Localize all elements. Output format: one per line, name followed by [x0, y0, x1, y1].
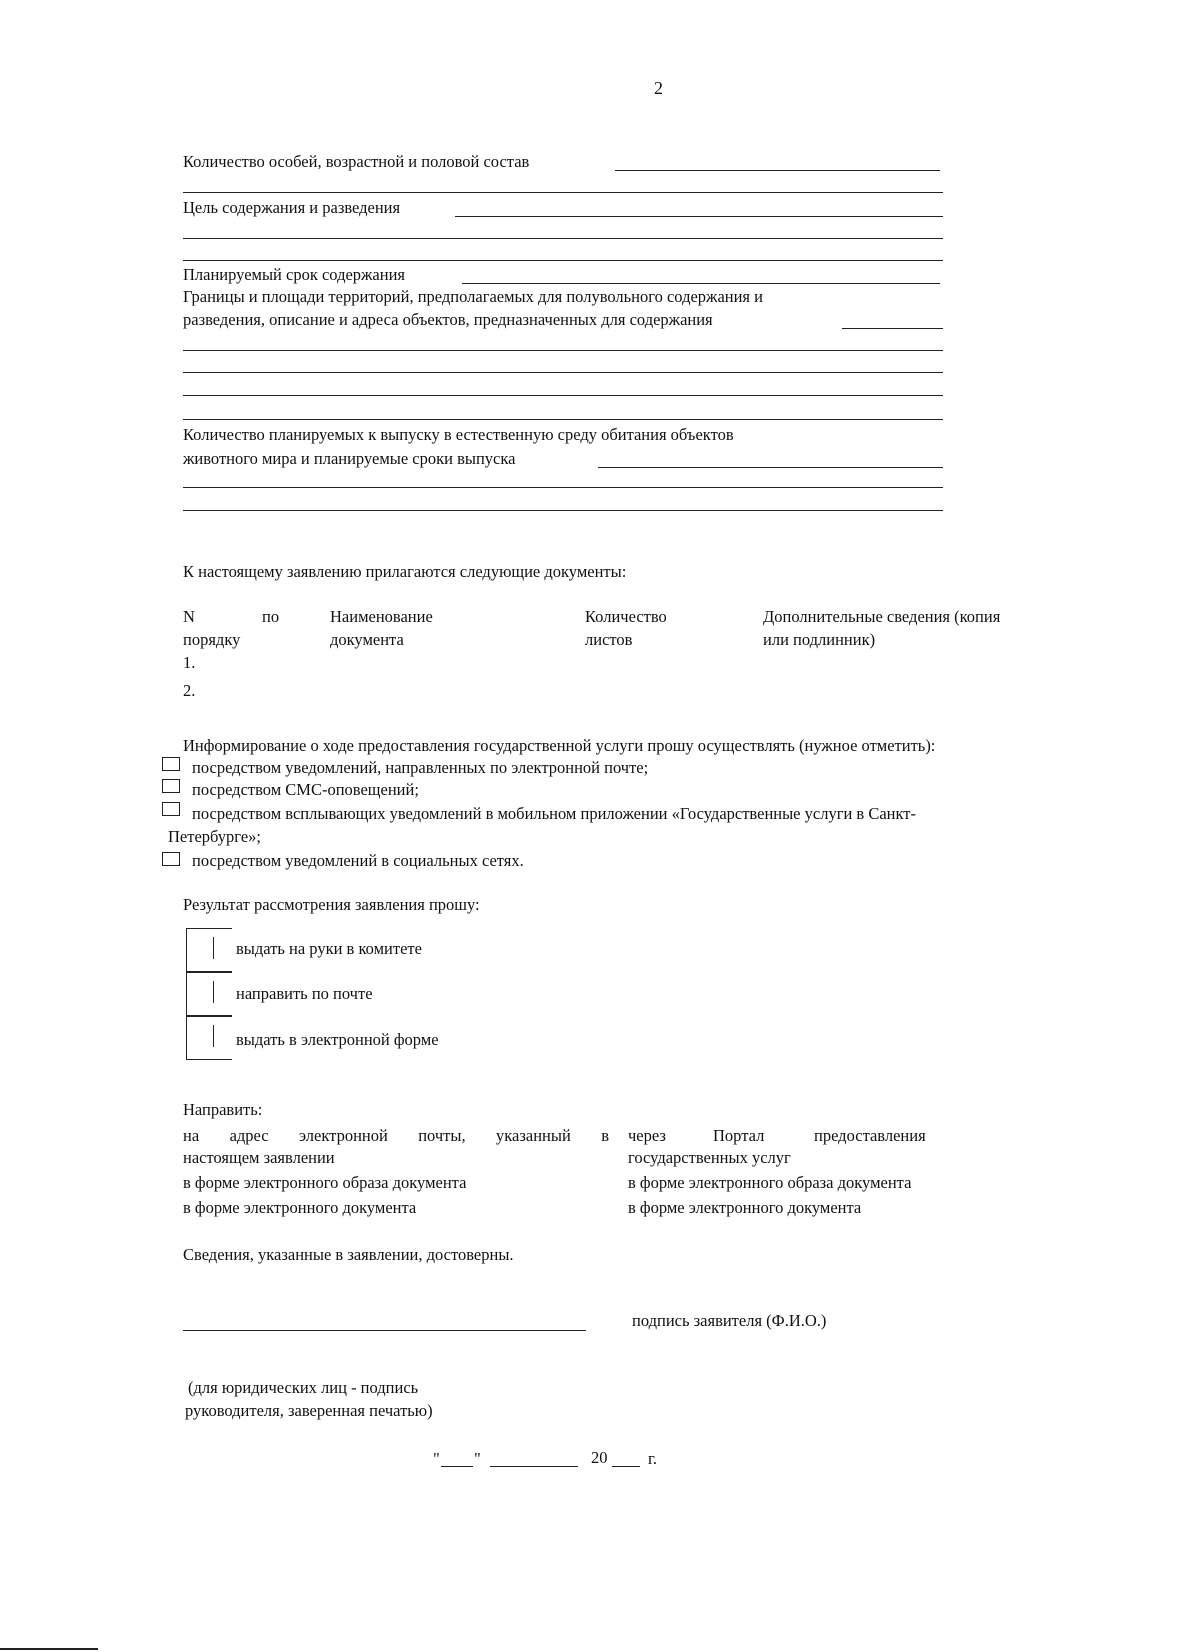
- attachment-row-2: 2.: [183, 681, 196, 700]
- notify-app-label: посредством всплывающих уведомлений в мобильном приложении «Государственные услуги в Санкт-: [192, 804, 916, 823]
- col-extra-header-b: или подлинник): [763, 630, 876, 649]
- result-electronic-checkbox[interactable]: [186, 1016, 232, 1060]
- animals-count-label: Количество особей, возрастной и половой состав: [183, 152, 530, 171]
- col-name-header-a: Наименование: [330, 607, 433, 626]
- signature-label: подпись заявителя (Ф.И.О.): [632, 1311, 827, 1330]
- send-right-doc-option: в форме электронного документа: [628, 1198, 862, 1217]
- notify-email-label: посредством уведомлений, направленных по электронной почте;: [192, 758, 649, 777]
- col-num-header-a: N: [183, 607, 195, 626]
- send-email-option-cont: настоящем заявлении: [183, 1148, 335, 1167]
- animals-count-input-line[interactable]: [615, 170, 940, 171]
- col-name-header-b: документа: [330, 630, 404, 649]
- date-quote-open: ": [433, 1449, 440, 1468]
- result-hand-label: выдать на руки в комитете: [236, 939, 422, 958]
- result-electronic-tick: [213, 1025, 214, 1047]
- release-input-line-2[interactable]: [183, 487, 943, 488]
- result-post-tick: [213, 981, 214, 1003]
- result-intro: Результат рассмотрения заявления прошу:: [183, 895, 480, 914]
- notify-email-checkbox[interactable]: [162, 757, 180, 771]
- territory-label-line2: разведения, описание и адреса объектов, предназначенных для содержания: [183, 310, 713, 329]
- result-electronic-label: выдать в электронной форме: [236, 1030, 439, 1049]
- purpose-input-line-2[interactable]: [183, 238, 943, 239]
- notify-intro: Информирование о ходе предоставления государственной услуги прошу осуществлять (нужное отметить):: [183, 736, 936, 755]
- col-extra-header-a: Дополнительные сведения (копия: [763, 607, 1001, 626]
- release-input-line-3[interactable]: [183, 510, 943, 511]
- result-hand-tick: [213, 937, 214, 959]
- result-hand-checkbox[interactable]: [186, 928, 232, 972]
- date-year-prefix: 20: [591, 1448, 608, 1467]
- send-left-doc-option: в форме электронного документа: [183, 1198, 417, 1217]
- date-day-line[interactable]: [441, 1466, 473, 1467]
- notify-sms-label: посредством СМС-оповещений;: [192, 780, 419, 799]
- send-right-image-option: в форме электронного образа документа: [628, 1173, 912, 1192]
- notify-social-label: посредством уведомлений в социальных сетях.: [192, 851, 524, 870]
- territory-input-line-2[interactable]: [183, 350, 943, 351]
- date-month-line[interactable]: [490, 1466, 578, 1467]
- send-portal-word-3: предоставления: [814, 1126, 926, 1145]
- release-label-line1: Количество планируемых к выпуску в естественную среду обитания объектов: [183, 425, 734, 444]
- purpose-input-line-3[interactable]: [183, 260, 943, 261]
- animals-count-input-line-2[interactable]: [183, 192, 943, 193]
- release-label-line2: животного мира и планируемые сроки выпуска: [183, 449, 516, 468]
- term-input-line[interactable]: [462, 283, 940, 284]
- col-num-header-c: порядку: [183, 630, 241, 649]
- date-year-suffix: г.: [648, 1449, 658, 1468]
- notify-app-checkbox[interactable]: [162, 802, 180, 816]
- territory-input-line[interactable]: [842, 328, 943, 329]
- attachment-row-1: 1.: [183, 653, 196, 672]
- term-label: Планируемый срок содержания: [183, 265, 406, 284]
- col-qty-header-b: листов: [585, 630, 633, 649]
- signature-line[interactable]: [183, 1330, 586, 1331]
- send-portal-word-2: Портал: [713, 1126, 765, 1145]
- send-left-image-option: в форме электронного образа документа: [183, 1173, 467, 1192]
- release-input-line[interactable]: [598, 467, 943, 468]
- territory-label-line1: Границы и площади территорий, предполагаемых для полувольного содержания и: [183, 287, 763, 306]
- result-post-checkbox[interactable]: [186, 972, 232, 1016]
- notify-social-checkbox[interactable]: [162, 852, 180, 866]
- date-quote-close: ": [474, 1449, 481, 1468]
- col-num-header-b: по: [262, 607, 280, 626]
- send-portal-word-1: через: [628, 1126, 666, 1145]
- signature-note-line1: (для юридических лиц - подпись: [188, 1378, 419, 1397]
- purpose-input-line[interactable]: [455, 216, 943, 217]
- territory-input-line-5[interactable]: [183, 419, 943, 420]
- send-portal-option-cont: государственных услуг: [628, 1148, 791, 1167]
- notify-sms-checkbox[interactable]: [162, 779, 180, 793]
- send-title: Направить:: [183, 1100, 263, 1119]
- notify-app-label-cont: Петербурге»;: [168, 827, 261, 846]
- page-number: 2: [654, 78, 663, 98]
- col-qty-header-a: Количество: [585, 607, 667, 626]
- attachments-intro: К настоящему заявлению прилагаются следующие документы:: [183, 562, 627, 581]
- signature-note-line2: руководителя, заверенная печатью): [185, 1401, 433, 1420]
- territory-input-line-4[interactable]: [183, 395, 943, 396]
- result-post-label: направить по почте: [236, 984, 373, 1003]
- territory-input-line-3[interactable]: [183, 372, 943, 373]
- declaration-text: Сведения, указанные в заявлении, достоверны.: [183, 1245, 514, 1264]
- send-email-option: на адрес электронной почты, указанный в: [183, 1126, 609, 1145]
- bottom-edge-mark: [0, 1648, 98, 1650]
- date-year-line[interactable]: [612, 1466, 640, 1467]
- purpose-label: Цель содержания и разведения: [183, 198, 401, 217]
